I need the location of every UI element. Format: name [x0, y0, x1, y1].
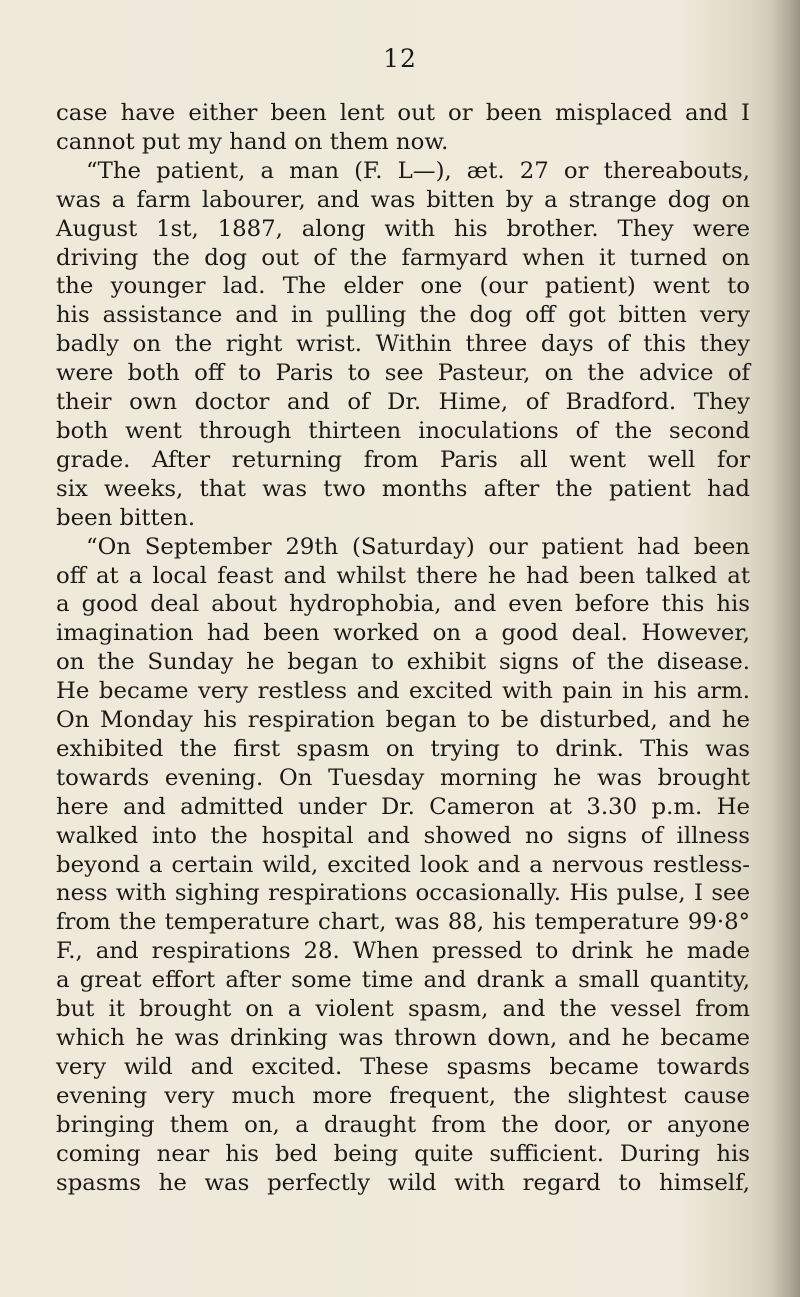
text-line: was a farm labourer, and was bitten by a strange dog on [56, 186, 750, 213]
text-line: six weeks, that was two months after the patient had [56, 475, 750, 502]
text-line: on the Sunday he began to exhibit signs of the disease. [56, 649, 750, 676]
text-line: which he was drinking was thrown down, and he became [56, 1025, 750, 1051]
text-line: bringing them on, a draught from the door, or anyone [56, 1111, 750, 1138]
text-line: towards evening. On Tuesday morning he was brought [56, 764, 750, 791]
text-line: walked into the hospital and showed no signs of illness [56, 822, 750, 849]
text-line: coming near his bed being quite sufficient. During his [56, 1140, 750, 1167]
page-number: 12 [383, 44, 417, 73]
text-line: exhibited the first spasm on trying to drink. This was [56, 735, 750, 762]
text-line: grade. After returning from Paris all went well for [56, 446, 750, 473]
text-line: both went through thirteen inoculations of the second [56, 417, 750, 444]
text-line: but it brought on a violent spasm, and the vessel from [56, 996, 750, 1023]
text-line: beyond a certain wild, excited look and a nervous restless- [56, 851, 750, 878]
text-line: here and admitted under Dr. Cameron at 3.30 p.m. He [56, 793, 750, 820]
text-line: August 1st, 1887, along with his brother. They were [56, 215, 750, 242]
text-line: He became very restless and excited with pain in his arm. [56, 678, 750, 705]
text-line: from the temperature chart, was 88, his temperature 99·8° [56, 909, 750, 936]
text-line: “On September 29th (Saturday) our patient had been [86, 533, 750, 560]
body-text [56, 99, 750, 1197]
text-line: their own doctor and of Dr. Hime, of Bradford. They [56, 389, 750, 416]
text-line: the younger lad. The elder one (our patient) went to [56, 273, 750, 300]
text-line: On Monday his respiration began to be disturbed, and he [56, 707, 750, 734]
text-line: his assistance and in pulling the dog off got bitten very [56, 302, 750, 329]
page-edge-shadow [772, 0, 800, 1297]
text-line: a good deal about hydrophobia, and even before this his [56, 591, 750, 618]
text-line: spasms he was perfectly wild with regard to himself, [56, 1169, 750, 1196]
text-line: been bitten. [56, 504, 196, 531]
text-line: cannot put my hand on them now. [56, 128, 449, 155]
text-line: off at a local feast and whilst there he had been talked at [56, 562, 750, 589]
text-line: driving the dog out of the farmyard when it turned on [56, 244, 750, 271]
text-line: badly on the right wrist. Within three days of this they [56, 331, 750, 358]
text-line: evening very much more frequent, the slightest cause [56, 1082, 750, 1109]
text-line: “The patient, a man (F. L—), æt. 27 or thereabouts, [86, 157, 750, 184]
text-line: were both off to Paris to see Pasteur, on the advice of [56, 360, 750, 387]
text-line: F., and respirations 28. When pressed to drink he made [56, 938, 750, 965]
text-line: very wild and excited. These spasms became towards [56, 1053, 750, 1080]
text-line: a great effort after some time and drank a small quantity, [56, 967, 750, 994]
text-line: imagination had been worked on a good deal. However, [56, 620, 750, 647]
text-line: ness with sighing respirations occasionally. His pulse, I see [56, 880, 750, 907]
text-line: case have either been lent out or been misplaced and I [56, 100, 750, 126]
